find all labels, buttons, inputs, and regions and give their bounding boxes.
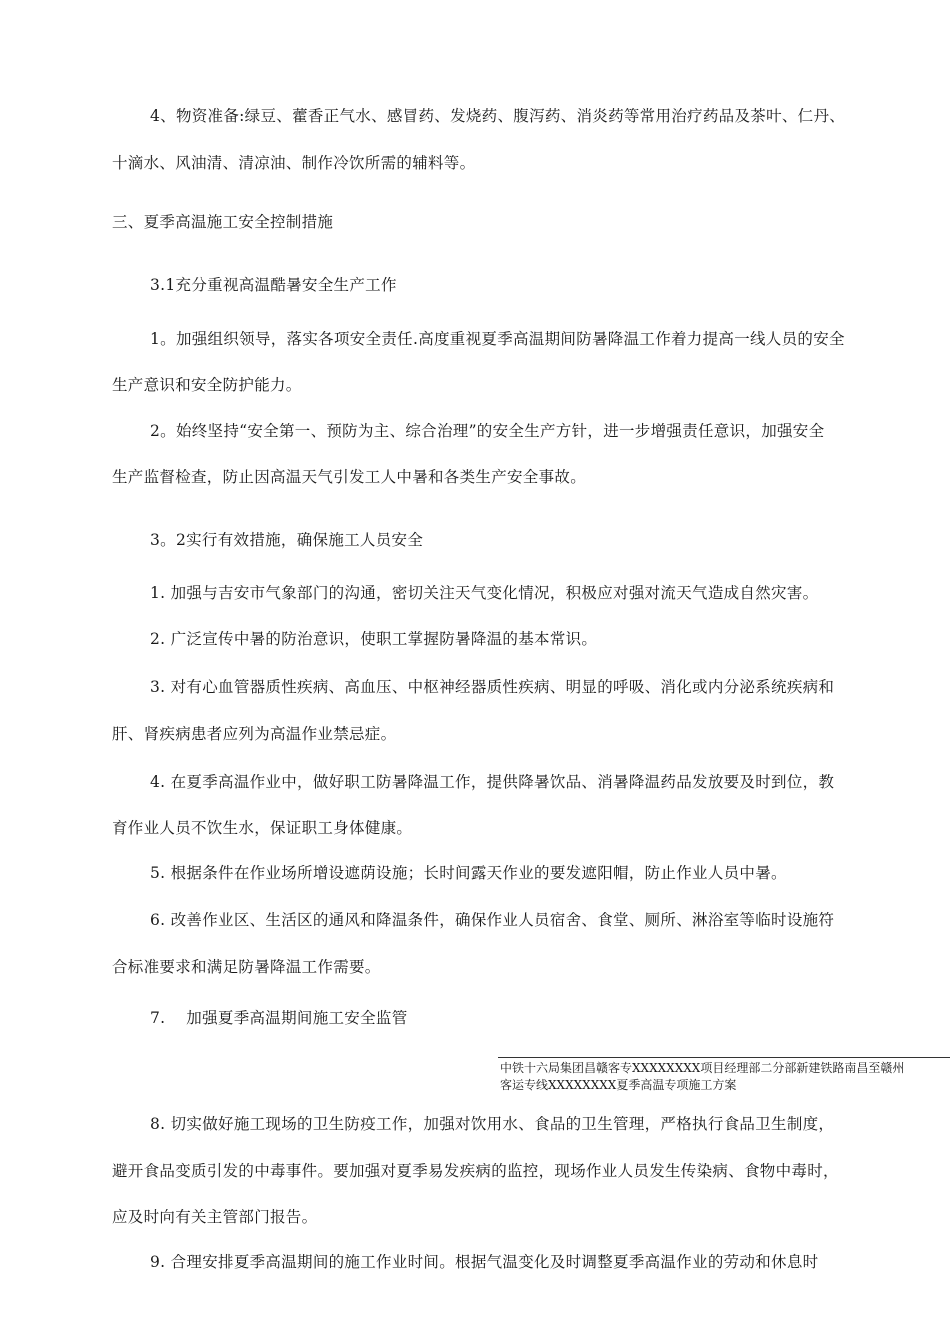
paragraph-line: 5. 根据条件在作业场所增设遮荫设施；长时间露天作业的要发遮阳帽，防止作业人员中暑。 (150, 864, 787, 882)
paragraph-line: 育作业人员不饮生水，保证职工身体健康。 (112, 819, 413, 837)
paragraph-line: 1。加强组织领导，落实各项安全责任.高度重视夏季高温期间防暑降温工作着力提高一线人员的安全 (150, 330, 845, 348)
paragraph-line: 6. 改善作业区、生活区的通风和降温条件，确保作业人员宿舍、食堂、厕所、淋浴室等临时设施符 (150, 911, 835, 929)
footer-line: 客运专线XXXXXXXX夏季高温专项施工方案 (500, 1078, 737, 1092)
paragraph-line: 肝、肾疾病患者应列为高温作业禁忌症。 (112, 725, 397, 743)
paragraph-line: 4、物资准备:绿豆、藿香正气水、感冒药、发烧药、腹泻药、消炎药等常用治疗药品及茶叶、仁丹、 (150, 107, 846, 125)
paragraph-line: 避开食品变质引发的中毒事件。要加强对夏季易发疾病的监控，现场作业人员发生传染病、食物中毒时， (112, 1162, 839, 1180)
paragraph-line: 生产监督检查，防止因高温天气引发工人中暑和各类生产安全事故。 (112, 468, 587, 486)
subsection-heading: 3。2实行有效措施，确保施工人员安全 (150, 531, 424, 549)
paragraph-line: 7. 加强夏季高温期间施工安全监管 (150, 1009, 408, 1027)
paragraph-line: 应及时向有关主管部门报告。 (112, 1208, 318, 1226)
paragraph-line: 2. 广泛宣传中暑的防治意识，使职工掌握防暑降温的基本常识。 (150, 630, 598, 648)
paragraph-line: 4. 在夏季高温作业中，做好职工防暑降温工作，提供降暑饮品、消暑降温药品发放要及时到位，教 (150, 773, 835, 791)
paragraph-line: 十滴水、风油清、清凉油、制作冷饮所需的辅料等。 (112, 154, 476, 172)
footer-line: 中铁十六局集团昌赣客专XXXXXXXX项目经理部二分部新建铁路南昌至赣州 (500, 1061, 905, 1075)
paragraph-line: 合标准要求和满足防暑降温工作需要。 (112, 958, 381, 976)
section-heading: 三、夏季高温施工安全控制措施 (112, 213, 334, 231)
paragraph-line: 1. 加强与吉安市气象部门的沟通，密切关注天气变化情况，积极应对强对流天气造成自然灾害。 (150, 584, 819, 602)
paragraph-line: 8. 切实做好施工现场的卫生防疫工作，加强对饮用水、食品的卫生管理，严格执行食品卫生制度， (150, 1115, 835, 1133)
subsection-heading: 3.1充分重视高温酷暑安全生产工作 (150, 276, 397, 294)
footer-divider (498, 1057, 950, 1058)
paragraph-line: 9. 合理安排夏季高温期间的施工作业时间。根据气温变化及时调整夏季高温作业的劳动和休息时 (150, 1253, 819, 1271)
paragraph-line: 生产意识和安全防护能力。 (112, 376, 302, 394)
paragraph-line: 3. 对有心血管器质性疾病、高血压、中枢神经器质性疾病、明显的呼吸、消化或内分泌系统疾病和 (150, 678, 835, 696)
paragraph-line: 2。始终坚持“安全第一、预防为主、综合治理”的安全生产方针，进一步增强责任意识，加强安全 (150, 422, 825, 440)
